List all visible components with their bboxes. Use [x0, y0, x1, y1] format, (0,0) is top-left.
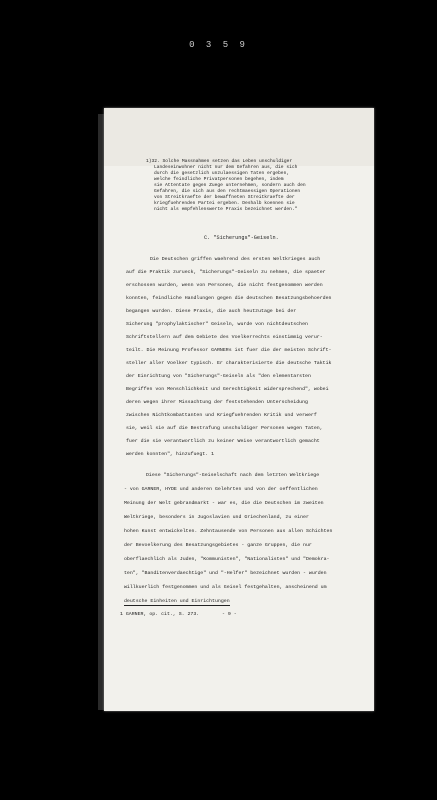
document-page: [104, 108, 374, 711]
paragraph-line: zwischen Nichtkombattanten und Kriegfuehrenden Kritik und verwerf: [126, 413, 317, 418]
paragraph-line: Diese "Sicherungs"-Geiselschaft nach dem letzten Weltkriege: [146, 473, 320, 478]
footnote-line: welche feindliche Privatpersonen begehen, indem: [154, 177, 284, 182]
paragraph-line: - von GARNER, HYDE und anderen Gelehrten und von der oeffentlichen: [124, 487, 318, 492]
section-heading: C. "Sicherungs"-Geiseln.: [204, 235, 279, 241]
paragraph-line: Weltkriege, besonders in Jugoslavien und Griechenland, zu einer: [124, 515, 309, 520]
paragraph-line: steller aller Voelker typisch. Er charakterisierte die deutsche Taktik: [126, 361, 332, 366]
film-frame-label: 0 3 5 9: [189, 40, 248, 50]
paragraph-line: deren wegen ihrer Missachtung der feststehenden Unterscheidung: [126, 400, 308, 405]
paragraph-line: Schriftstellern auf dem Gebiete des Voelkerrechts einstimmig verur-: [126, 335, 323, 340]
paragraph-line: konnten, feindliche Handlungen gegen die deutschen Besatzungsbehoerden: [126, 296, 332, 301]
footnote-line: sie Attentate gegen Zuege unternehmen, sondern auch den: [154, 183, 306, 188]
paragraph-line: Die Deutschen griffen waehrend des ersten Weltkrieges auch: [150, 257, 321, 262]
paragraph-line: sie, weil sie auf die Bestrafung unschuldiger Personen wegen Taten,: [126, 426, 323, 431]
footer-note: 1 GARNER, op. cit., S. 273.: [120, 612, 200, 617]
paragraph-line: teilt. Die Meinung Professor GARNERs ist fuer die der meisten Schrift-: [126, 348, 332, 353]
paragraph-line: fuer die sie verantwortlich zu keiner Weise verantwortlich gemacht: [126, 439, 320, 444]
paragraph-line: ten", "Banditenverdaechtige" und "-Helfer" bezeichnet wurden - wurden: [124, 571, 327, 576]
paragraph-line: der Bevoelkerung des Besatzungsgebietes - ganze Gruppen, die nur: [124, 543, 312, 548]
paragraph-line: deutsche Einheiten und Einrichtungen: [124, 599, 230, 604]
footnote-line: von Streitkraefte der bewaffneten Streitkraefte der: [154, 195, 295, 200]
paragraph-line: begangen wurden. Diese Praxis, die auch heutzutage bei der: [126, 309, 297, 314]
paragraph-line: erschossen wurden, wenn von Personen, die nicht festgenommen werden: [126, 283, 323, 288]
paragraph-line: Sicherung "prophylaktischer" Geiseln, wurde von nichtdeutschen: [126, 322, 308, 327]
paragraph-line: oberflaechlich als Juden, "Kommunisten", "Nationalisten" und "Demokra-: [124, 557, 330, 562]
footnote-line: Gefahren, die sich aus den rechtmaessigen Operationen: [154, 189, 301, 194]
paragraph-line: hohen Kunst entwickelten. Zehntausende von Personen aus allen Schichten: [124, 529, 333, 534]
paragraph-line: werden konnten", hinzufuegt. 1: [126, 452, 215, 457]
paper-fold: [104, 108, 374, 166]
page-number: - 9 -: [222, 612, 237, 617]
footnote-line: kriegfuehrenden Partei ergeben. Deshalb koennen sie: [154, 201, 295, 206]
paragraph-line: auf die Praktik zurueck, "Sicherungs"-Geiseln zu nehmen, die spaeter: [126, 270, 326, 275]
footnote-line: 1)32. Solche Massnahmen setzen das Leben unschuldiger: [146, 159, 293, 164]
footnote-line: Landeseinwohner nicht nur dem Gefahren aus, die sich: [154, 165, 298, 170]
footnote-line: nicht als empfehlenswerte Praxis bezeichnet werden.": [154, 207, 298, 212]
paragraph-line: willkuerlich festgenommen und als Geisel festgehalten, anscheinend um: [124, 585, 327, 590]
paragraph-line: Begriffen von Menschlichkeit und Gerechtigkeit widersprechend", wobei: [126, 387, 329, 392]
paragraph-line: Meinung der Welt gebrandmarkt - war es, die die Deutschen im zweiten: [124, 501, 324, 506]
footnote-line: durch die gesetzlich unzulaessigen Taten ergeben,: [154, 171, 290, 176]
paragraph-line: der Einrichtung von "Sicherungs"-Geiseln als "den elementarsten: [126, 374, 311, 379]
